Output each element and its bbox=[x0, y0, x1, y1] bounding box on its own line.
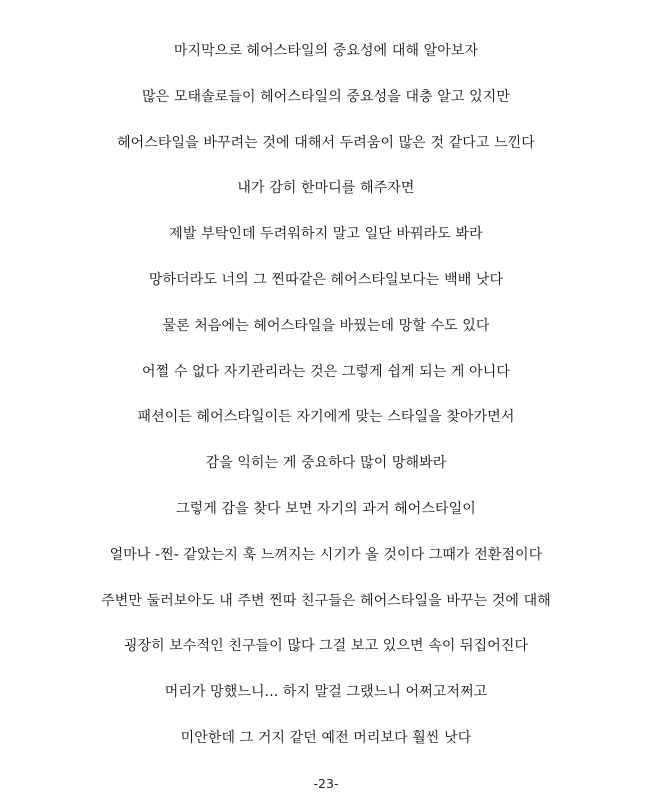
text-line: 제발 부탁인데 두려워하지 말고 일단 바꿔라도 봐라 bbox=[169, 226, 483, 243]
text-line: 망하더라도 너의 그 찐따같은 헤어스타일보다는 백배 낫다 bbox=[148, 271, 504, 288]
text-lines bbox=[0, 36, 652, 769]
text-line: 주변만 둘러보아도 내 주변 찐따 친구들은 헤어스타일을 바꾸는 것에 대해 bbox=[101, 592, 551, 609]
text-line: 머리가 망했느니... 하지 말걸 그랬느니 어쩌고저쩌고 bbox=[164, 684, 488, 701]
text-line: 얼마나 -찐- 같았는지 훅 느껴지는 시기가 올 것이다 그때가 전환점이다 bbox=[109, 546, 543, 563]
page-number: -23- bbox=[313, 776, 339, 791]
text-line: 감을 익히는 게 중요하다 많이 망해봐라 bbox=[205, 455, 447, 472]
text-line: 패션이든 헤어스타일이든 자기에게 맞는 스타일을 찾아가면서 bbox=[137, 409, 515, 426]
text-line: 헤어스타일을 바꾸려는 것에 대해서 두려움이 많은 것 같다고 느낀다 bbox=[117, 134, 535, 151]
text-line: 많은 모태솔로들이 헤어스타일의 중요성을 대충 알고 있지만 bbox=[142, 88, 510, 105]
text-line: 굉장히 보수적인 친구들이 많다 그걸 보고 있으면 속이 뒤집어진다 bbox=[123, 638, 529, 655]
text-line: 그렇게 감을 찾다 보면 자기의 과거 헤어스타일이 bbox=[176, 500, 476, 517]
text-line: 어쩔 수 없다 자기관리라는 것은 그렇게 쉽게 되는 게 아니다 bbox=[142, 363, 510, 380]
text-line: 마지막으로 헤어스타일의 중요성에 대해 알아보자 bbox=[173, 43, 479, 59]
text-line: 내가 감히 한마디를 해주자면 bbox=[237, 180, 415, 197]
text-line: 미안한데 그 거지 같던 예전 머리보다 훨씬 낫다 bbox=[180, 729, 472, 746]
text-line: 물론 처음에는 헤어스타일을 바꿨는데 망할 수도 있다 bbox=[162, 317, 490, 334]
